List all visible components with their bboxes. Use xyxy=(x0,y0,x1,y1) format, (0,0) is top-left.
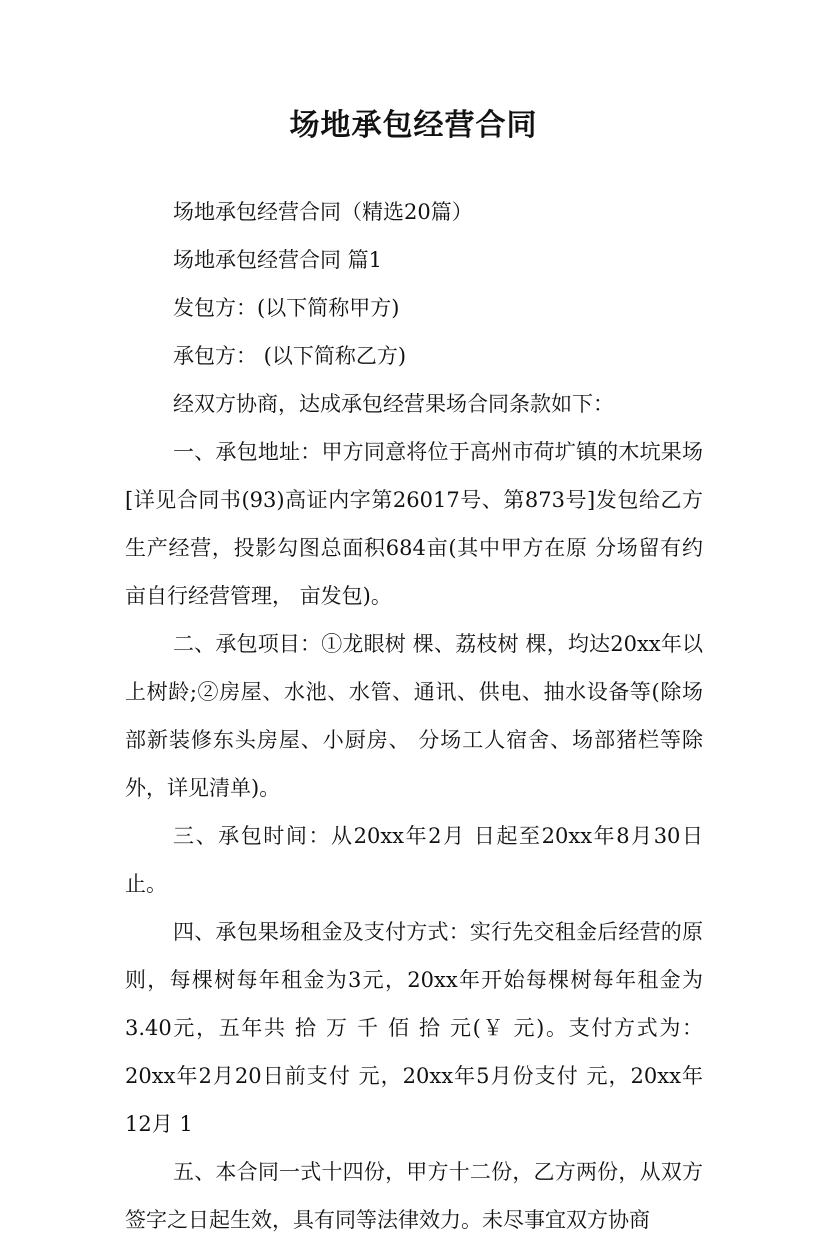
paragraph-clause-3: 三、承包时间：从20xx年2月 日起至20xx年8月30日止。 xyxy=(125,824,703,896)
paragraph-clause-1: 一、承包地址：甲方同意将位于高州市荷圹镇的木坑果场[详见合同书(93)高证内字第26017号、第873号]发包给乙方生产经营，投影勾图总面积684亩(其中甲方在原 分场留有约 亩自行经营管理， 亩发包)。 xyxy=(125,440,703,608)
paragraph-section-heading: 场地承包经营合同 篇1 xyxy=(173,248,383,272)
document-body xyxy=(125,188,703,1244)
paragraph-intro: 经双方协商，达成承包经营果场合同条款如下： xyxy=(173,392,614,416)
paragraph-clause-5: 五、本合同一式十四份，甲方十二份，乙方两份，从双方签字之日起生效，具有同等法律效力。未尽事宜双方协商 xyxy=(125,1160,703,1232)
paragraph-party-b: 承包方： (以下简称乙方) xyxy=(173,344,407,368)
paragraph-clause-2: 二、承包项目：①龙眼树 棵、荔枝树 棵，均达20xx年以上树龄;②房屋、水池、水管、通讯、供电、抽水设备等(除场部新装修东头房屋、小厨房、 分场工人宿舍、场部猪栏等除外，详见清单)。 xyxy=(125,632,703,800)
paragraph-subtitle: 场地承包经营合同（精选20篇） xyxy=(173,200,473,224)
paragraph-clause-4: 四、承包果场租金及支付方式：实行先交租金后经营的原则，每棵树每年租金为3元，20xx年开始每棵树每年租金为3.40元，五年共 拾 万 千 佰 拾 元(￥ 元)。支付方式为：20xx年2月20日前支付 元，20xx年5月份支付 元，20xx年12月 1 xyxy=(125,920,703,1136)
document-title: 场地承包经营合同 xyxy=(289,108,538,143)
paragraph-party-a: 发包方：(以下简称甲方) xyxy=(173,296,400,320)
